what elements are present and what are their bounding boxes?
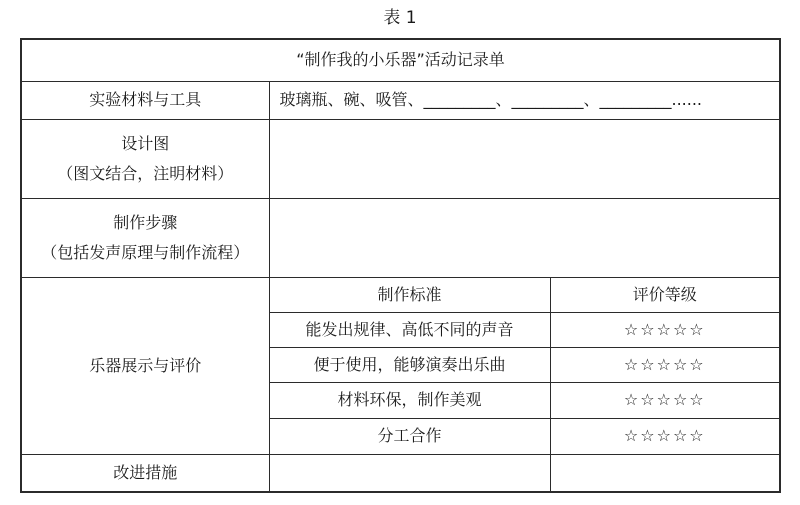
improve-row: [21, 454, 780, 492]
evaluation-header-row: [21, 277, 780, 312]
steps-label: [21, 198, 269, 277]
activity-record-table: [20, 38, 781, 493]
grade-stars[interactable]: ☆☆☆☆☆: [550, 312, 780, 347]
grade-stars[interactable]: ☆☆☆☆☆: [550, 347, 780, 382]
criteria-header: 制作标准: [269, 277, 550, 312]
title-row: [21, 39, 780, 81]
criteria-text: 分工合作: [269, 418, 550, 454]
materials-row: [21, 81, 780, 119]
criteria-text: 能发出规律、高低不同的声音: [269, 312, 550, 347]
improve-value-left[interactable]: [269, 454, 550, 492]
steps-row: [21, 198, 780, 277]
criteria-text: 便于使用，能够演奏出乐曲: [269, 347, 550, 382]
steps-value-cell[interactable]: [269, 198, 780, 277]
criteria-text: 材料环保，制作美观: [269, 382, 550, 418]
design-label: [21, 119, 269, 198]
grade-stars[interactable]: ☆☆☆☆☆: [550, 382, 780, 418]
improve-label: 改进措施: [21, 454, 269, 492]
steps-label-line2: （包括发声原理与制作流程）: [41, 242, 250, 262]
grade-stars[interactable]: ☆☆☆☆☆: [550, 418, 780, 454]
grade-header: 评价等级: [550, 277, 780, 312]
materials-label: 实验材料与工具: [21, 81, 269, 119]
design-row: [21, 119, 780, 198]
design-label-line2: （图文结合，注明材料）: [57, 163, 234, 183]
design-value-cell[interactable]: [269, 119, 780, 198]
record-title: “制作我的小乐器”活动记录单: [21, 39, 780, 81]
steps-label-line1: 制作步骤: [113, 212, 178, 232]
design-label-line1: 设计图: [121, 133, 170, 153]
table-caption: 表 1: [383, 8, 417, 28]
improve-value-right[interactable]: [550, 454, 780, 492]
materials-value: 玻璃瓶、碗、吸管、_________、_________、_________......: [269, 81, 780, 119]
evaluation-label: 乐器展示与评价: [21, 277, 269, 454]
